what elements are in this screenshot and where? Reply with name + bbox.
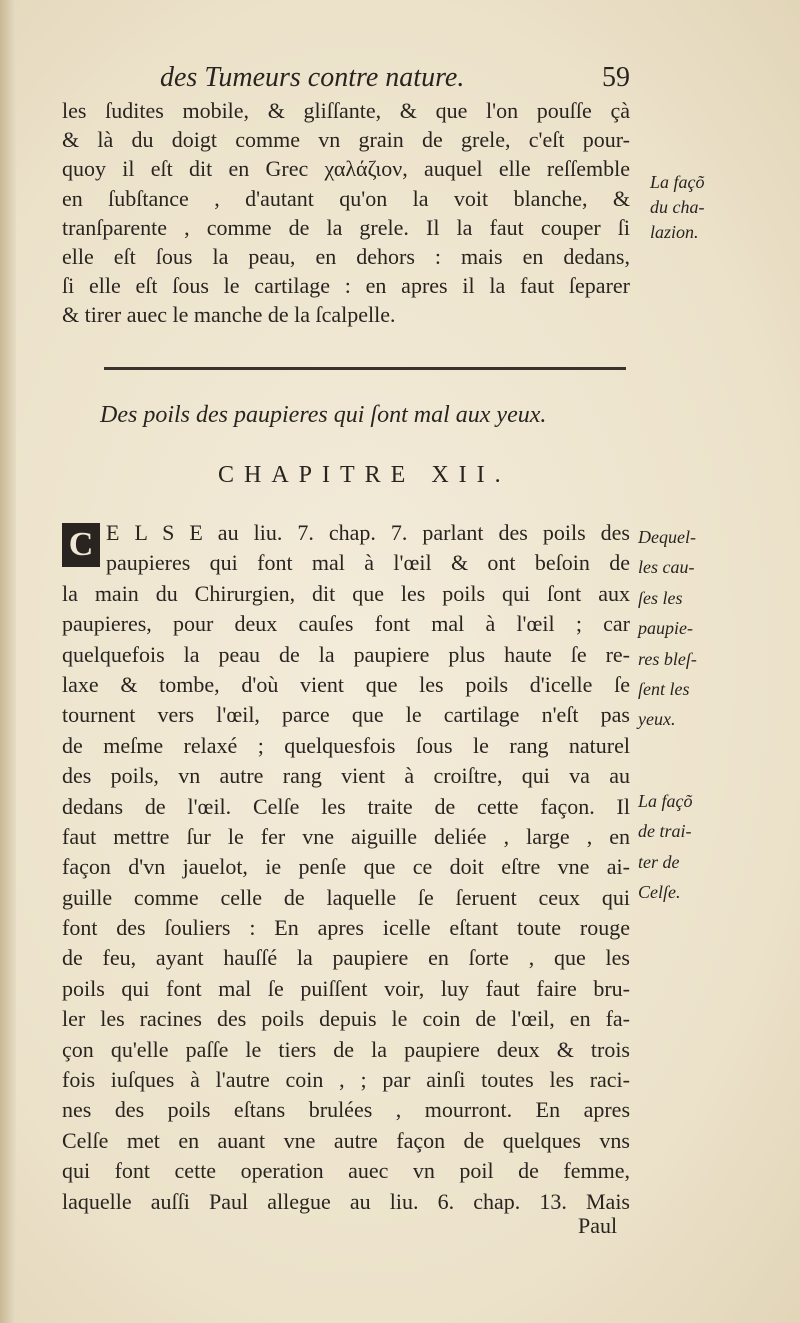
text-line: fois iuſques à l'autre coin , ; par ainſi toutes les raci-	[62, 1067, 630, 1093]
margin-note-celsus	[638, 786, 693, 908]
margin-note-line: lazion.	[650, 222, 699, 242]
text-line: ſi elle eſt ſous le cartilage : en apres il la faut ſeparer	[62, 273, 630, 299]
text-line: des poils, vn autre rang vient à croiſtre, qui va au	[62, 763, 630, 789]
text-line: quoy il eſt dit en Grec χαλάζιον, auquel elle reſſemble	[62, 156, 630, 182]
text-line: faut mettre ſur le fer vne aiguille deliée , large , en	[62, 823, 630, 849]
margin-note-line: Dequel-	[638, 527, 696, 547]
text-line: de feu, ayant hauſſé la paupiere en ſorte , que les	[62, 945, 630, 971]
text-line: laxe & tombe, d'où vient que les poils d'icelle ſe	[62, 671, 630, 697]
text-line: en ſubſtance , d'autant qu'on la voit blanche, &	[62, 185, 630, 211]
text-line: qui font cette operation auec vn poil de femme,	[62, 1158, 630, 1184]
text-line: ler les racines des poils depuis le coin de l'œil, en fa-	[62, 1006, 630, 1032]
margin-note-line: de trai-	[638, 821, 692, 842]
text-line: font des ſouliers : En apres icelle eſtant toute rouge	[62, 915, 630, 941]
paragraph-chalazion	[62, 96, 630, 330]
section-divider	[104, 367, 626, 370]
text-line: tournent vers l'œil, parce que le cartilage n'eſt pas	[62, 702, 630, 728]
margin-note-line: ſes les	[638, 587, 683, 608]
text-line: E L S E au liu. 7. chap. 7. parlant des poils des	[106, 520, 630, 545]
text-line: de meſme relaxé ; quelquesfois ſous le rang naturel	[62, 732, 630, 758]
margin-note-line: yeux.	[638, 709, 676, 730]
margin-note-line: ter de	[638, 851, 680, 872]
margin-note-causes	[638, 522, 697, 735]
margin-note-line: ſent les	[638, 679, 690, 700]
margin-note-line: res bleſ-	[638, 648, 697, 669]
margin-note-line: La façõ	[650, 172, 705, 192]
margin-note-chalazion	[650, 170, 705, 245]
text-line: guille comme celle de laquelle ſe ſeruent ceux qui	[62, 884, 630, 910]
text-line: & tirer auec le manche de la ſcalpelle.	[62, 302, 396, 328]
page-number: 59	[602, 62, 630, 93]
page-edge	[0, 0, 16, 1323]
chapter-number: CHAPITRE XII.	[218, 462, 511, 488]
decorated-initial: C	[62, 523, 100, 567]
chapter-title: Des poils des paupieres qui ſont mal aux yeux.	[100, 402, 547, 428]
text-line: quelquefois la peau de la paupiere plus haute ſe re-	[62, 641, 630, 667]
text-line: les ſudites mobile, & gliſſante, & que l'on pouſſe çà	[62, 98, 630, 123]
text-line: nes des poils eſtans brulées , mourront. En apres	[62, 1097, 630, 1123]
text-line: la main du Chirurgien, dit que les poils qui ſont aux	[62, 580, 630, 606]
text-line: façon d'vn jauelot, ie penſe que ce doit eſtre vne ai-	[62, 854, 630, 880]
text-line: dedans de l'œil. Celſe les traite de cette façon. Il	[62, 793, 630, 819]
text-line: Celſe met en auant vne autre façon de quelques vns	[62, 1127, 630, 1153]
text-line: tranſparente , comme de la grele. Il la faut couper ſi	[62, 214, 630, 240]
catchword: Paul	[578, 1213, 618, 1238]
text-line: elle eſt ſous la peau, en dehors : mais en dedans,	[62, 243, 630, 269]
running-title: des Tumeurs contre nature.	[160, 62, 465, 93]
margin-note-line: paupie-	[638, 618, 693, 639]
paragraph-eyelashes	[62, 518, 630, 1217]
text-line: paupieres qui font mal à l'œil & ont beſoin de	[106, 550, 630, 576]
text-line: paupieres, pour deux cauſes font mal à l'œil ; car	[62, 611, 630, 637]
text-line: laquelle auſſi Paul allegue au liu. 6. chap. 13. Mais	[62, 1188, 630, 1214]
margin-note-line: Celſe.	[638, 882, 681, 903]
margin-note-line: du cha-	[650, 197, 705, 217]
margin-note-line: les cau-	[638, 557, 695, 578]
margin-note-line: La façõ	[638, 791, 693, 811]
text-line: & là du doigt comme vn grain de grele, c'eſt pour-	[62, 127, 630, 153]
text-line: çon qu'elle paſſe le tiers de la paupiere deux & trois	[62, 1036, 630, 1062]
text-line: poils qui font mal ſe puiſſent voir, luy faut faire bru-	[62, 975, 630, 1001]
